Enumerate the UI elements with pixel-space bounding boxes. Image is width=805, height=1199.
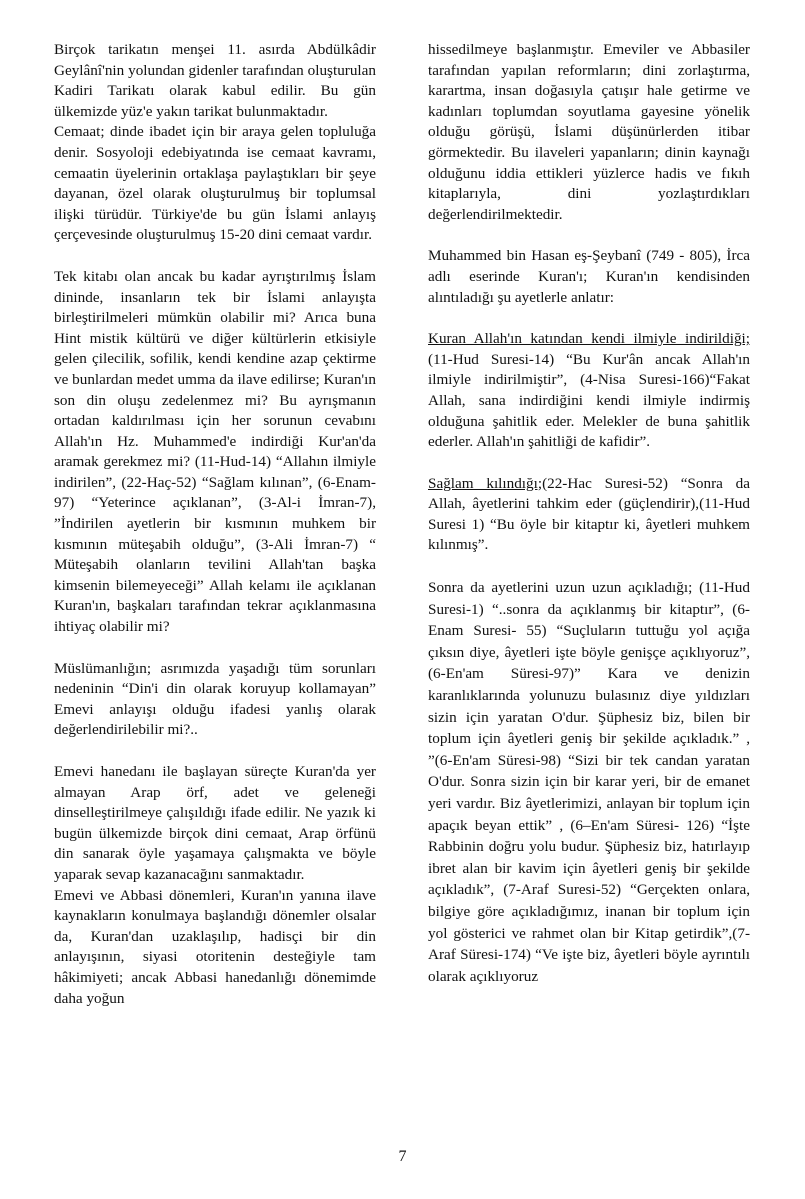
paragraph-saglam-kilindigi [428,474,750,556]
text-ilmiyle-indirildigi: (11-Hud Suresi-14) “Bu Kur'ân ancak Allah'ın ilmiyle indirilmiştir”, (4-Nisa Suresi-166)“Fakat Allah, sana indirdiğini kendi ilmiyle indirmiş olduğuna şahitlik eder. Melekler de buna şahitlik ederler. Allah'ın şahitliği de kafidir”. [428,350,750,451]
page-number: 7 [398,1148,407,1165]
paragraph-aciklandigi: Sonra da ayetlerini uzun uzun açıkladığı; (11-Hud Suresi-1) “..sonra da açıklanmış bir kitaptır”, (6-Enam Suresi- 55) “Suçluların tuttuğu yol açığa çıksın diye, âyetleri işte böyle genişçe açıklıyoruz”, (6-En'am Süresi-97)” Kara ve denizin karanlıklarında yolunuzu bulasınız diye yıldızları sizin için yaratan O'dur. Şüphesiz biz, bilen bir toplum için âyetleri geniş bir şekilde açıkladık.” , ”(6-En'am Süresi-98) “Sizi bir tek candan yaratan O'dur. Sonra sizin için bir karar yeri, bir de emanet yeri vardır. Biz âyetlerimizi, anlayan bir toplum için apaçık beyan ettik” , (6–En'am Süresi- 126) “İşte Rabbinin doğru yolu budur. Şüphesiz biz, hatırlayıp ibret alan bir kavim için âyetleri geniş bir şekilde açıkladık”, (7-Araf Suresi-52) “Gerçekten onlara, bilgiye göre açıkladığımız, inanan bir toplum için yol gösterici ve rahmet olan bir Kitap getirdik”,(7-Araf Süresi-174) “Ve işte biz, âyetleri böyle ayrıntılı olarak açıklıyoruz [428,579,750,985]
paragraph-emevi-hanedani: Emevi hanedanı ile başlayan süreçte Kuran'da yer almayan Arap örf, adet ve geleneği dinselleştirilmeye çalışıldığı ifade edilir. Ne yazık ki bugün ülkemizde birçok dini cemaat, Arap örfünü din sanarak öyle yaşamaya çalışmakta ve böyle yaparak sevap kazanacağını sanmaktadır. [54,763,376,883]
paragraph-muslumanlik: Müslümanlığın; asrımızda yaşadığı tüm sorunları nedeninin “Din'i din olarak koruyup kollamayan” Emevi anlayışı olduğu ifadesi yanlış olarak değerlendirilebilir mi?.. [54,659,376,739]
paragraph-reformlar: hissedilmeye başlanmıştır. Emeviler ve Abbasiler tarafından yapılan reformların; dini zorlaştırma, karartma, insan doğasıyla çatışır hale getirme ve kadınları toplumdan soyutlama gayesine yönelik olduğu görüşü, İslami düşünürlerden itibar görmektedir. Bu ilaveleri yapanların; dinin kaynağı olduğunu iddia ettikleri yüzlerce hadis ve fıkıh kitaplarıyla, dini yozlaştırdıkları değerlendirilmektedir. [428,41,750,223]
paragraph-tarikat: Birçok tarikatın menşei 11. asırda Abdülkâdir Geylânî'nin yolundan gidenler tarafından oluşturulan Kadiri Tarikatı olarak kabul edilir. Bu gün ülkemizde yüz'e yakın tarikat bulunmaktadır. [54,41,376,120]
right-column [428,40,750,987]
paragraph-tek-kitap: Tek kitabı olan ancak bu kadar ayrıştırılmış İslam dininde, insanların tek bir İslami anlayışta birleştirilmeleri mümkün olabilir mi? Arıca buna Hint mistik kültürü ve diğer kültürlerin etkisiyle gelen çilecilik, sofilik, kendi kendine azap çektirme ve bunlardan medet umma da ilave edilirse; Kuran'ın son din oluşu zedelenmez mi? Bu ayrışmanın ortadan kaldırılması için her sorunun cevabını Allah'ın Hz. Muhammed'e indirdiği Kur'an'da aramak gerekmez mi? (11-Hud-14) “Allahın ilmiyle indirilen”, (22-Haç-52) “Sağlam kılınan”, (6-Enam-97) “Yeterince açıklanan”, (3-Al-i İmran-7), ”İndirilen ayetlerin bir kısmının muhkem bir kısmının müteşabih olduğu”, (3-Ali İmran-7) “ Müteşabih olanların tevilini Allah'tan başka kimsenin bilemeyeceği” Allah kelamı ile açıklanan Kuran'ın, başkaları tarafından tekrar açıklanmasına ihtiyaç olabilir mi? [54,267,376,636]
paragraph-seybani: Muhammed bin Hasan eş-Şeybanî (749 - 805), İrca adlı eserinde Kuran'ı; Kuran'ın kendisinden alıntıladığı şu ayetlerle anlatır: [428,247,750,306]
text-saglam-kilindigi: (22-Hac Suresi-52) “Sonra da Allah, âyetlerini tahkim eder (güçlendirir),(11-Hud Suresi 1) “Bu öyle bir kitaptır ki, âyetleri muhkem kılınmış”. [428,474,750,554]
heading-ilmiyle-indirildigi: Kuran Allah'ın katından kendi ilmiyle indirildiği; [428,330,750,348]
paragraph-cemaat: Cemaat; dinde ibadet için bir araya gelen topluluğa denir. Sosyoloji edebiyatında ise cemaat kavramı, cemaatin üyelerinin ortaklaşa paylaştıkları bir şeye dayanan, özel olarak oluşturulmuş bir toplumsal ilişki türüdür. Türkiye'de bu gün İslami anlayış çerçevesinde oluşturulmuş 15-20 dini cemaat vardır. [54,123,376,244]
paragraph-emevi-abbasi: Emevi ve Abbasi dönemleri, Kuran'ın yanına ilave kaynakların konulmaya başlandığı dönemler olsalar da, Kuran'dan uzaklaşılıp, hadisçi bir din anlayışının, siyasi otoritenin desteğiyle tam hâkimiyeti; ancak Abbasi hanedanlığı dönemimde daha yoğun [54,886,376,1007]
heading-saglam-kilindigi: Sağlam kılındığı; [428,474,543,492]
left-column [54,40,376,1009]
paragraph-ilmiyle-indirildigi [428,329,750,453]
